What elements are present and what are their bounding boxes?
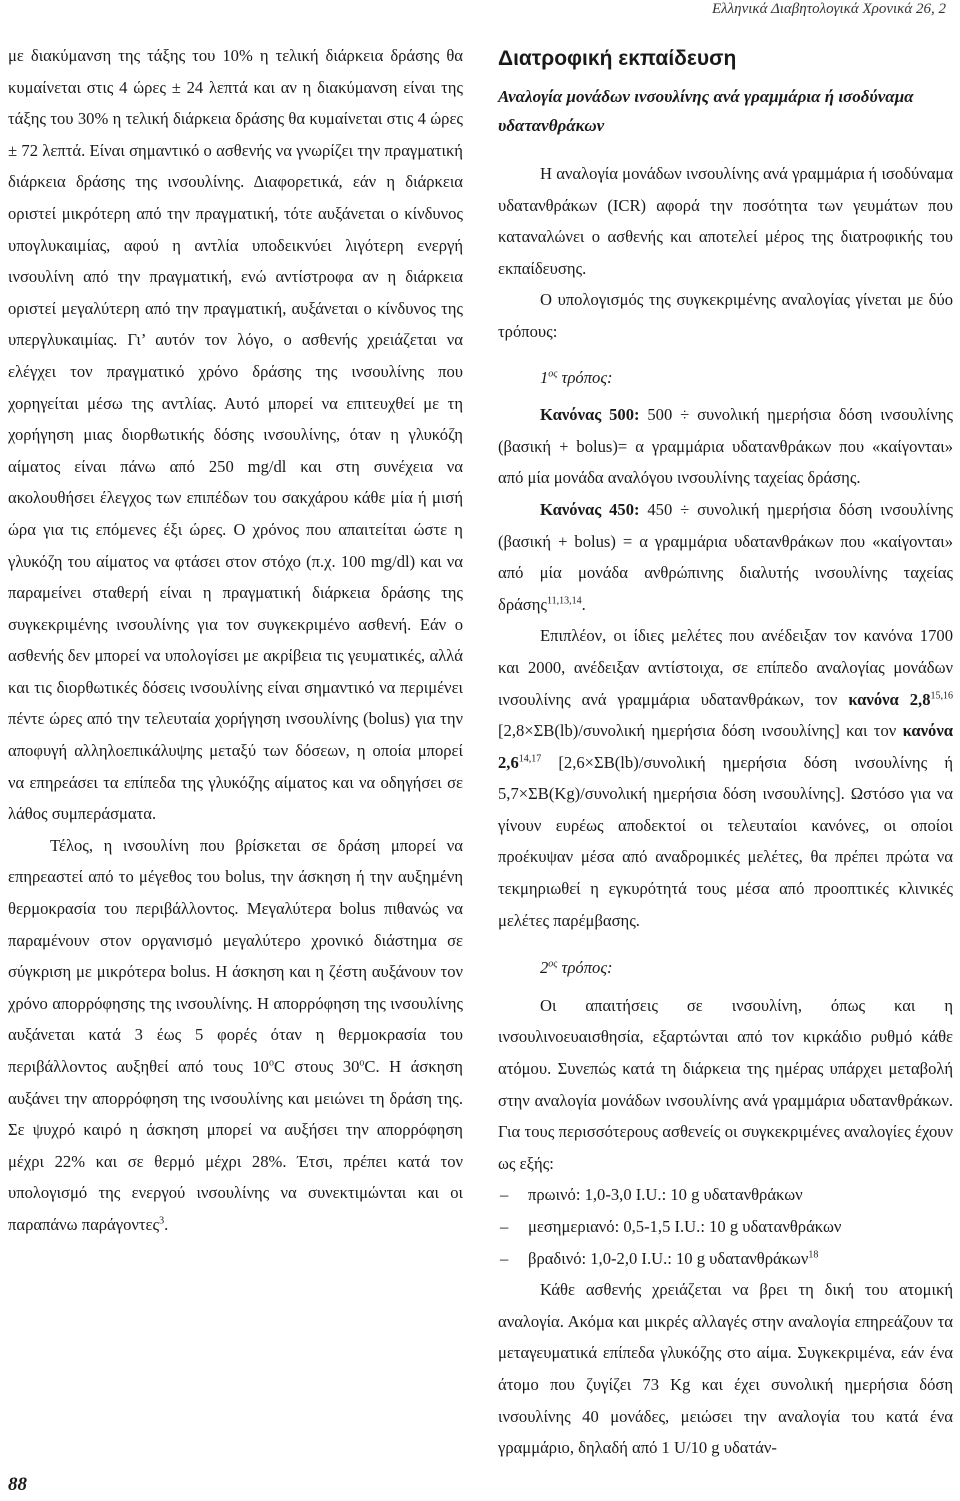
paragraph <box>8 830 463 1241</box>
list-item <box>498 1211 953 1243</box>
subsection-title: Αναλογία μονάδων ινσουλίνης ανά γραμμάρια ή ισοδύναμα υδατανθράκων <box>498 87 914 135</box>
list-item <box>498 1243 953 1275</box>
reference-mark: 18 <box>808 1249 819 1261</box>
list-item-text: βραδινό: 1,0-2,0 I.U.: 10 g υδατανθράκων <box>528 1248 809 1268</box>
text-run: 450 ÷ συνολική ημερήσια δόση ινσουλίνης (βασική + bolus) = α γραμμάρια υδατανθράκων που «καίγονται» από μία μονάδα ανθρώπινης διαλυτής ινσουλίνης ταχείας δράσης <box>498 499 953 614</box>
degree-mark: ο <box>268 1057 274 1069</box>
paragraph: Ο υπολογισμός της συγκεκριμένης αναλογίας γίνεται με δύο τρόπους: <box>498 290 953 341</box>
paragraph <box>498 620 953 936</box>
ratio-list <box>498 1179 953 1274</box>
reference-mark: 3 <box>159 1215 165 1227</box>
method-heading <box>498 952 953 984</box>
method-label: τρόπος: <box>557 367 613 387</box>
reference-mark: 15,16 <box>930 689 953 701</box>
method-heading <box>498 362 953 394</box>
left-column <box>8 40 463 1241</box>
list-item-text: πρωινό: 1,0-3,0 I.U.: 10 g υδατανθράκων <box>528 1185 803 1205</box>
rule-label: Κανόνας 500: <box>540 405 640 425</box>
text-run: . <box>164 1214 169 1234</box>
list-item-text: μεσημεριανό: 0,5-1,5 I.U.: 10 g υδατανθράκων <box>528 1217 842 1236</box>
paragraph: Οι απαιτήσεις σε ινσουλίνη, όπως και η ινσουλινοευαισθησία, εξαρτώνται από τον κιρκάδιο ρυθμό κάθε ατόμου. Συνεπώς κατά τη διάρκεια της ημέρας υπάρχει μεταβολή στην αναλογία μονάδων ινσουλίνης ανά γραμμάρια υδατανθράκων. Για τους περισσότερους ασθενείς οι συγκεκριμένες αναλογίες έχουν ως εξής: <box>498 995 953 1173</box>
reference-mark: 14,17 <box>518 753 542 765</box>
paragraph: με διακύμανση της τάξης του 10% η τελική διάρκεια δράσης θα κυμαίνεται στις 4 ώρες ± 24 λεπτά και αν η διακύμανση είναι της τάξης του 30% η τελική διάρκεια δράσης θα κυμαίνεται στις 4 ώρες ± 72 λεπτά. Είναι σημαντικό ο ασθενής να γνωρίζει την πραγματική διάρκεια δράσης της ινσουλίνης. Διαφορετικά, εάν η διάρκεια οριστεί μικρότερη από την πραγματική, τότε αυξάνεται ο κίνδυνος υπογλυκαιμίας, αφού η αντλία υποδεικνύει λιγότερη ενεργή ινσουλίνη από την πραγματική, ενώ αντίστροφα αν η διάρκεια οριστεί μεγαλύτερη από την πραγματική, αυξάνεται ο κίνδυνος της υπεργλυκαιμίας. Γι’ αυτόν τον λόγο, ο ασθενής χρειάζεται να ελέγχει τον πραγματικό χρόνο δράσης της ινσουλίνης που χορηγείται μέσω της αντλίας. Αυτό μπορεί να επιτευχθεί με τη χορήγηση μιας διορθωτικής δόσης ινσουλίνης, όταν η γλυκόζη αίματος είναι πάνω από 250 mg/dl και στη συνέχεια να ακολουθήσει έλεγχος των επιπέδων του σακχάρου κάθε μία ή μισή ώρα για τις επόμενες έξι ώρες. Ο χρόνος που απαιτείται ώστε η γλυκόζη του αίματος να φτάσει στον στόχο (π.χ. 100 mg/dl) και να παραμείνει σταθερή είναι η πραγματική διάρκεια δράσης της συγκεκριμένης ινσουλίνης για τον συγκεκριμένο ασθενή. Εάν ο ασθενής δεν μπορεί να υπολογίσει με ακρίβεια τις γευματικές, αλλά και τις διορθωτικές δόσεις ινσουλίνης είναι σημαντικό να περιμένει πέντε ώρες από την τελευταία χορήγηση ινσουλίνης (bolus) για την αποφυγή αλληλοεπικάλυψης μεταξύ των δόσεων, η οποία μπορεί να επηρεάσει τα επίπεδα της γλυκόζης αίματος και να οδηγήσει σε λάθος συμπεράσματα. <box>8 46 463 824</box>
section-title: Διατροφική εκπαίδευση <box>498 47 737 70</box>
text-run: . <box>581 594 586 614</box>
list-item <box>498 1179 953 1211</box>
rule-label: Κανόνας 450: <box>540 499 640 519</box>
rule-450-paragraph <box>498 494 953 620</box>
rule-name: κανόνα 2,6 <box>498 721 953 772</box>
ordinal-suffix: ος <box>548 368 558 380</box>
ordinal-suffix: ος <box>548 958 558 970</box>
method-label: τρόπος: <box>557 958 613 978</box>
right-column <box>498 44 953 1464</box>
degree-mark: ο <box>359 1057 365 1069</box>
text-run: C στους 30 <box>273 1057 360 1076</box>
paragraph: Η αναλογία μονάδων ινσουλίνης ανά γραμμάρια ή ισοδύναμα υδατανθράκων (ICR) αφορά την ποσότητα των γευμάτων που καταναλώνει ο ασθενής και αποτελεί μέρος της διατροφικής του εκπαίδευσης. <box>498 164 953 278</box>
text-run: Τέλος, η ινσουλίνη που βρίσκεται σε δράση μπορεί να επηρεαστεί από το μέγεθος του bolus, την άσκηση ή την αυξημένη θερμοκρασία του περιβάλλοντος. Μεγαλύτερα bolus πιθανώς να παραμένουν στον οργανισμό μεγαλύτερο χρονικό διάστημα σε σύγκριση με μικρότερα bolus. Η άσκηση και η ζέστη αυξάνουν τον χρόνο απορρόφησης της ινσουλίνης. Η απορρόφηση της ινσουλίνης αυξάνεται κατά 3 έως 5 φορές όταν η θερμοκρασία του περιβάλλοντος αυξηθεί από τους 10 <box>8 835 463 1076</box>
method-number: 1 <box>540 367 549 387</box>
text-run: [2,8×ΣΒ(lb)/συνολική ημερήσια δόση ινσουλίνης] και τον <box>498 721 903 741</box>
method-number: 2 <box>540 958 549 978</box>
rule-500-paragraph <box>498 399 953 494</box>
rule-name: κανόνα 2,8 <box>848 689 931 709</box>
text-run: C. Η άσκηση αυξάνει την απορρόφηση της ινσουλίνης και μειώνει τη δράση της. Σε ψυχρό καιρό η άσκηση μπορεί να αυξήσει την απορρόφηση μέχρι 22% και σε θερμό μέχρι 28%. Έτσι, πρέπει κατά τον υπολογισμό της ενεργού ινσουλίνης να συνεκτιμώνται και οι παραπάνω παράγοντες <box>8 1057 463 1234</box>
running-head: Ελληνικά Διαβητολογικά Χρονικά 26, 2 <box>711 1 946 17</box>
text-run: [2,6×ΣΒ(lb)/συνολική ημερήσια δόση ινσουλίνης ή 5,7×ΣΒ(Kg)/συνολική ημερήσια δόση ινσουλίνης]. Ωστόσο για να γίνουν ευρέως αποδεκτοί οι τελευταίοι κανόνες, οι οποίοι προέκυψαν μέσα από αναδρομικές μελέτες, θα πρέπει πρώτα να τεκμηριωθεί η εγκυρότητά τους μέσα από προοπτικές κλινικές μελέτες παρέμβασης. <box>498 752 953 930</box>
page-number: 88 <box>8 1474 27 1495</box>
text-run: 500 ÷ συνολική ημερήσια δόση ινσουλίνης (βασική + bolus)= α γραμμάρια υδατανθράκων που «καίγονται» από μία μονάδα αναλόγου ινσουλίνης ταχείας δράσης. <box>498 405 953 488</box>
paragraph: Κάθε ασθενής χρειάζεται να βρει τη δική του ατομική αναλογία. Ακόμα και μικρές αλλαγές στην αναλογία επηρεάζουν τα μεταγευματικά επίπεδα γλυκόζης στο αίμα. Συγκεκριμένα, εάν ένα άτομο που ζυγίζει 73 Kg και έχει συνολική ημερήσια δόση ινσουλίνης 40 μονάδες, μειώσει την αναλογία του κατά ένα γραμμάριο, δηλαδή από 1 U/10 g υδατάν- <box>498 1280 953 1458</box>
reference-mark: 11,13,14 <box>547 595 582 607</box>
text-run: Επιπλέον, οι ίδιες μελέτες που ανέδειξαν τον κανόνα 1700 και 2000, ανέδειξαν αντίστοιχα, σε επίπεδο αναλογίας μονάδων ινσουλίνης ανά γραμμάρια υδατανθράκων, τον <box>498 626 953 709</box>
